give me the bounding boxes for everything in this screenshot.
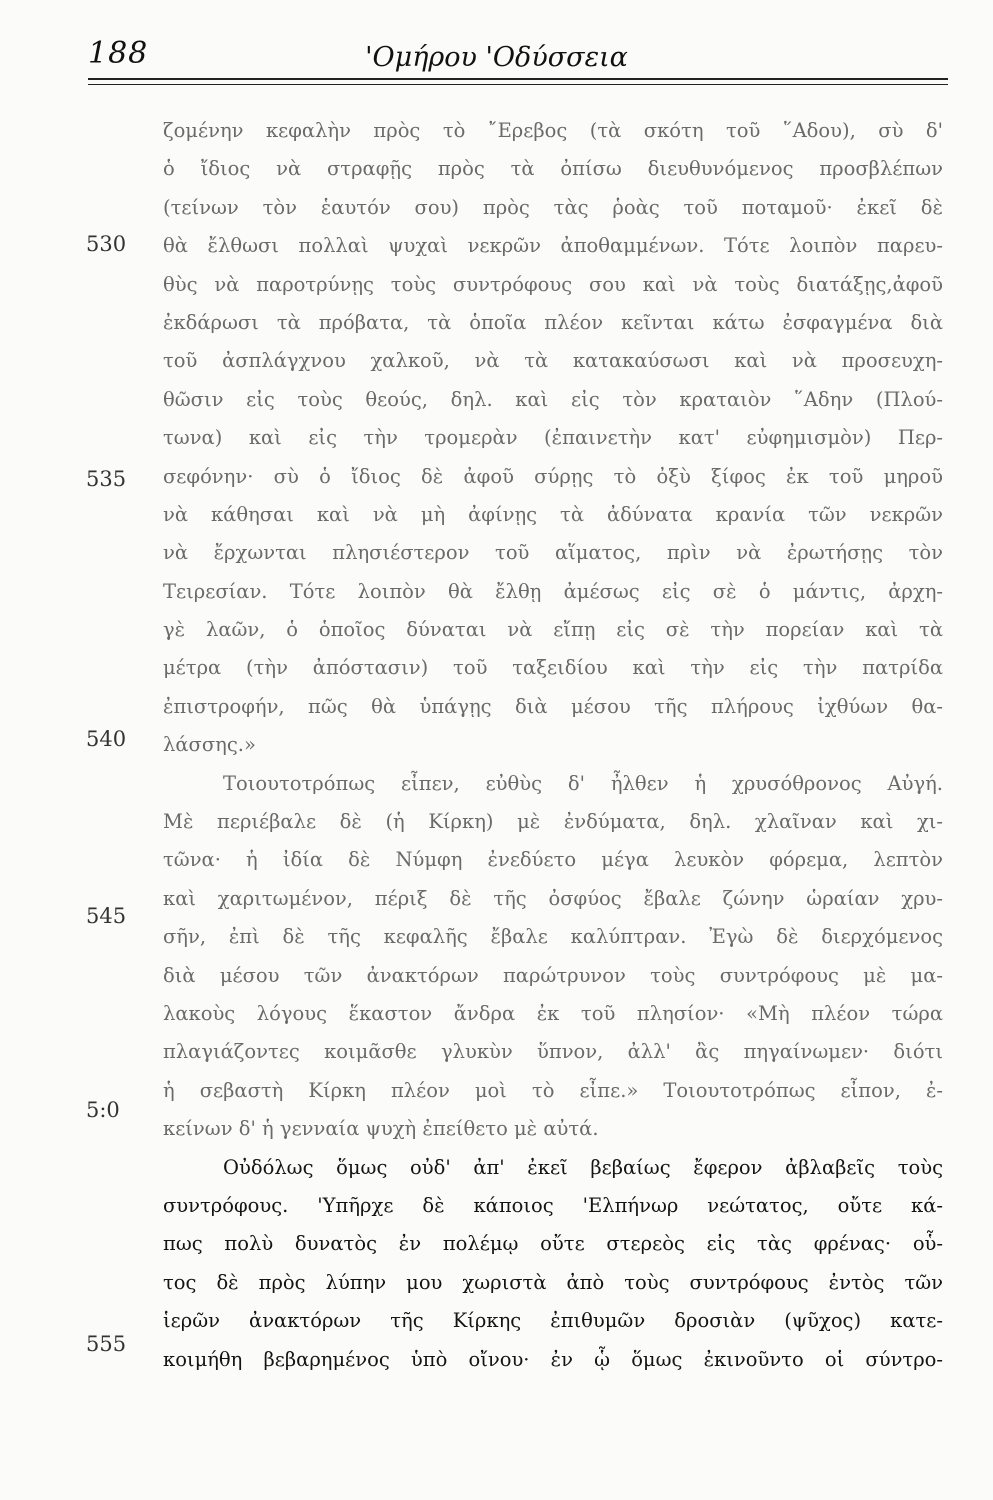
text-line: τῶνα· ἡ ἰδία δὲ Νύμφη ἐνεδύετο μέγα λευκὸν φόρεμα, λεπτὸν <box>163 848 943 872</box>
margin-line-number: 540 <box>86 727 127 751</box>
text-line: μέτρα (τὴν ἀπόστασιν) τοῦ ταξειδίου καὶ τὴν εἰς τὴν πατρίδα <box>163 656 943 680</box>
text-line: σῆν, ἐπὶ δὲ τῆς κεφαλῆς ἔβαλε καλύπτραν. Ἐγὼ δὲ διερχόμενος <box>163 925 943 949</box>
text-line: Τειρεσίαν. Τότε λοιπὸν θὰ ἔλθῃ ἀμέσως εἰς σὲ ὁ μάντις, ἀρχη- <box>163 579 943 603</box>
text-line: ἐπιστροφήν, πῶς θὰ ὑπάγῃς διὰ μέσου τῆς πλήρους ἰχθύων θα- <box>163 694 943 718</box>
text-line: πως πολὺ δυνατὸς ἐν πολέμῳ οὔτε στερεὸς εἰς τὰς φρένας· οὗ- <box>163 1232 943 1256</box>
text-line: Τοιουτοτρόπως εἶπεν, εὐθὺς δ' ἦλθεν ἡ χρυσόθρονος Αὐγή. <box>223 771 943 795</box>
text-line: καὶ χαριτωμένον, πέριξ δὲ τῆς ὀσφύος ἔβαλε ζώνην ὡραίαν χρυ- <box>163 886 943 910</box>
text-line: κείνων δ' ἡ γενναία ψυχὴ ἐπείθετο μὲ αὐτά. <box>163 1117 599 1141</box>
text-line: διὰ μέσου τῶν ἀνακτόρων παρώτρυνον τοὺς συντρόφους μὲ μα- <box>163 963 943 987</box>
text-line: Μὲ περιέβαλε δὲ (ἡ Κίρκη) μὲ ἐνδύματα, δηλ. χλαῖναν καὶ χι- <box>163 810 943 834</box>
text-line: Οὐδόλως ὅμως οὐδ' ἀπ' ἐκεῖ βεβαίως ἔφερον ἀβλαβεῖς τοὺς <box>223 1155 943 1179</box>
text-line: ὁ ἴδιος νὰ στραφῇς πρὸς τὰ ὀπίσω διευθυνόμενος προσβλέπων <box>163 157 943 181</box>
body-text <box>163 112 943 1379</box>
margin-line-number: 530 <box>86 232 127 256</box>
text-line: ἐκδάρωσι τὰ πρόβατα, τὰ ὁποῖα πλέον κεῖνται κάτω ἐσφαγμένα διὰ <box>163 310 943 334</box>
text-line: θὰ ἔλθωσι πολλαὶ ψυχαὶ νεκρῶν ἀποθαμμένων. Τότε λοιπὸν παρευ- <box>163 234 943 258</box>
header-rule-thin <box>88 84 948 85</box>
margin-line-number: 5:0 <box>86 1098 120 1122</box>
text-line: νὰ ἔρχωνται πλησιέστερον τοῦ αἵματος, πρὶν νὰ ἐρωτήσῃς τὸν <box>163 541 943 565</box>
text-line: σεφόνην· σὺ ὁ ἴδιος δὲ ἀφοῦ σύρῃς τὸ ὀξὺ ξίφος ἐκ τοῦ μηροῦ <box>163 464 943 488</box>
text-line: λάσσης.» <box>163 733 256 757</box>
running-title: 'Ομήρου 'Οδύσσεια <box>365 42 628 73</box>
text-line: νὰ κάθησαι καὶ νὰ μὴ ἀφίνῃς τὰ ἀδύνατα κρανία τῶν νεκρῶν <box>163 502 943 526</box>
text-line: συντρόφους. 'Υπῆρχε δὲ κάποιος 'Ελπήνωρ νεώτατος, οὔτε κά- <box>163 1193 943 1217</box>
text-line: (τείνων τὸν ἑαυτόν σου) πρὸς τὰς ῥοὰς τοῦ ποταμοῦ· ἐκεῖ δὲ <box>163 195 943 219</box>
text-line: τωνα) καὶ εἰς τὴν τρομερὰν (ἐπαινετὴν κατ' εὐφημισμὸν) Περ- <box>163 426 943 450</box>
text-line: τοῦ ἀσπλάγχνου χαλκοῦ, νὰ τὰ κατακαύσωσι καὶ νὰ προσευχη- <box>163 349 943 373</box>
text-line: ἱερῶν ἀνακτόρων τῆς Κίρκης ἐπιθυμῶν δροσιὰν (ψῦχος) κατε- <box>163 1309 943 1333</box>
margin-line-number: 545 <box>86 904 127 928</box>
text-line: ζομένην κεφαλὴν πρὸς τὸ ῎Ερεβος (τὰ σκότη τοῦ ῞Αδου), σὺ δ' <box>163 119 943 142</box>
page-number: 188 <box>88 36 149 71</box>
header-rule <box>88 78 948 80</box>
margin-line-number: 535 <box>86 467 127 491</box>
text-line: ἡ σεβαστὴ Κίρκη πλέον μοὶ τὸ εἶπε.» Τοιουτοτρόπως εἶπον, ἐ- <box>163 1078 943 1102</box>
margin-line-number: 555 <box>86 1332 127 1356</box>
text-line: κοιμήθη βεβαρημένος ὑπὸ οἴνου· ἐν ᾧ ὅμως ἐκινοῦντο οἱ σύντρο- <box>163 1347 943 1371</box>
text-line: λακοὺς λόγους ἕκαστον ἄνδρα ἐκ τοῦ πλησίον· «Μὴ πλέον τώρα <box>163 1001 943 1025</box>
text-line: πλαγιάζοντες κοιμᾶσθε γλυκὺν ὕπνον, ἀλλ' ἂς πηγαίνωμεν· διότι <box>163 1040 943 1064</box>
text-line: γὲ λαῶν, ὁ ὁποῖος δύναται νὰ εἴπῃ εἰς σὲ τὴν πορείαν καὶ τὰ <box>163 618 943 642</box>
text-line: τος δὲ πρὸς λύπην μου χωριστὰ ἀπὸ τοὺς συντρόφους ἐντὸς τῶν <box>163 1270 943 1294</box>
text-line: θὺς νὰ παροτρύνῃς τοὺς συντρόφους σου καὶ νὰ τοὺς διατάξῃς,ἀφοῦ <box>163 272 943 296</box>
text-line: θῶσιν εἰς τοὺς θεούς, δηλ. καὶ εἰς τὸν κραταιὸν ῞Αδην (Πλού- <box>163 387 943 411</box>
